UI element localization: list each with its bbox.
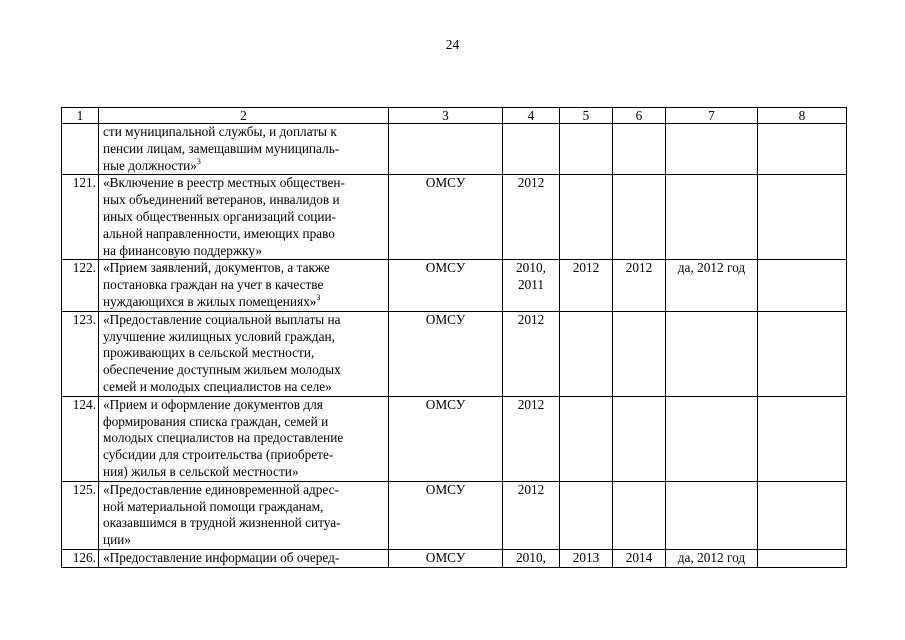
description-text: на финансовую поддержку» (103, 242, 263, 258)
description-text: «Прием заявлений, документов, а также (103, 260, 330, 276)
description-text: ные должности» (103, 157, 197, 173)
description-text: ных объединений ветеранов, инвалидов и (103, 192, 340, 208)
column-5-value (560, 175, 613, 260)
description-line (103, 379, 386, 396)
column-7-value: да, 2012 год (666, 549, 758, 567)
column-5-value: 2012 (560, 260, 613, 311)
column-8-value (758, 481, 847, 549)
table-row (62, 396, 847, 481)
years (503, 124, 560, 175)
description-line (103, 226, 386, 243)
description-text: «Предоставление единовременной адрес- (103, 481, 339, 497)
column-6-value (613, 396, 666, 481)
description-line (103, 515, 386, 532)
description-text: иных общественных организаций соции- (103, 208, 337, 224)
column-header: 4 (503, 108, 560, 124)
description-text: альной направленности, имеющих право (103, 225, 335, 241)
description-text: «Предоставление социальной выплаты на (103, 311, 341, 327)
service-description (99, 124, 389, 175)
column-6-value (613, 175, 666, 260)
footnote-marker: 3 (196, 156, 201, 166)
service-description (99, 481, 389, 549)
years (503, 549, 560, 567)
responsible-body (389, 124, 503, 175)
column-6-value (613, 124, 666, 175)
service-description (99, 549, 389, 567)
column-6-value: 2012 (613, 260, 666, 311)
description-text: постановка граждан на учет в качестве (103, 277, 324, 293)
description-text: ции» (103, 532, 131, 548)
description-text: оказавшимся в трудной жизненной ситуа- (103, 515, 341, 531)
footnote-marker: 3 (316, 292, 321, 302)
table-row (62, 175, 847, 260)
table-row (62, 260, 847, 311)
table-row (62, 124, 847, 175)
description-line (103, 482, 386, 499)
description-text: ния) жилья в сельской местности» (103, 463, 299, 479)
description-text: сти муниципальной службы, и доплаты к (103, 124, 337, 139)
description-line (103, 550, 386, 567)
description-line (103, 192, 386, 209)
column-8-value (758, 396, 847, 481)
column-header: 8 (758, 108, 847, 124)
table-row (62, 311, 847, 396)
year-value: 2012 (517, 481, 545, 497)
year-value: 2012 (517, 396, 545, 412)
description-line (103, 397, 386, 414)
description-line (103, 329, 386, 346)
description-line (103, 294, 386, 311)
column-header: 1 (62, 108, 99, 124)
description-line (103, 124, 386, 141)
description-line (103, 175, 386, 192)
column-7-value (666, 124, 758, 175)
responsible-body: ОМСУ (389, 175, 503, 260)
description-text: пенсии лицам, замещавшим муниципаль- (103, 140, 340, 156)
row-number (62, 124, 99, 175)
service-description (99, 396, 389, 481)
services-table (61, 107, 847, 568)
service-description (99, 260, 389, 311)
year-value: 2010, (516, 260, 546, 276)
years (503, 311, 560, 396)
column-5-value (560, 311, 613, 396)
description-line (103, 532, 386, 549)
description-line (103, 464, 386, 481)
description-text: молодых специалистов на предоставление (103, 430, 344, 446)
description-text: ной материальной помощи гражданам, (103, 498, 324, 514)
description-line (103, 430, 386, 447)
service-description (99, 311, 389, 396)
column-7-value: да, 2012 год (666, 260, 758, 311)
year-value: 2010, (516, 549, 546, 565)
table-header-row (62, 108, 847, 124)
description-line (103, 209, 386, 226)
description-line (103, 345, 386, 362)
column-8-value (758, 549, 847, 567)
description-text: «Прием и оформление документов для (103, 396, 323, 412)
table-row (62, 549, 847, 567)
responsible-body: ОМСУ (389, 481, 503, 549)
column-5-value (560, 124, 613, 175)
column-5-value: 2013 (560, 549, 613, 567)
column-header: 7 (666, 108, 758, 124)
years (503, 175, 560, 260)
description-text: проживающих в сельской местности, (103, 345, 315, 361)
column-6-value (613, 311, 666, 396)
responsible-body: ОМСУ (389, 396, 503, 481)
description-line (103, 243, 386, 260)
description-line (103, 260, 386, 277)
years (503, 260, 560, 311)
description-line (103, 158, 386, 175)
description-text: «Включение в реестр местных обществен- (103, 175, 345, 191)
column-7-value (666, 311, 758, 396)
row-number: 124. (62, 396, 99, 481)
column-header: 5 (560, 108, 613, 124)
column-header: 2 (99, 108, 389, 124)
column-header: 6 (613, 108, 666, 124)
responsible-body: ОМСУ (389, 260, 503, 311)
column-7-value (666, 396, 758, 481)
column-8-value (758, 175, 847, 260)
description-line (103, 362, 386, 379)
year-value: 2011 (517, 277, 545, 293)
description-text: нуждающихся в жилых помещениях» (103, 293, 317, 309)
row-number: 126. (62, 549, 99, 567)
year-value: 2012 (517, 311, 545, 327)
service-description (99, 175, 389, 260)
column-7-value (666, 481, 758, 549)
years (503, 396, 560, 481)
description-text: субсидии для строительства (приобрете- (103, 447, 334, 463)
column-5-value (560, 396, 613, 481)
column-8-value (758, 124, 847, 175)
column-8-value (758, 311, 847, 396)
description-text: обеспечение доступным жильем молодых (103, 362, 341, 378)
years (503, 481, 560, 549)
table-row (62, 481, 847, 549)
description-line (103, 447, 386, 464)
description-text: «Предоставление информации об очеред- (103, 549, 340, 565)
description-line (103, 141, 386, 158)
column-8-value (758, 260, 847, 311)
row-number: 122. (62, 260, 99, 311)
responsible-body: ОМСУ (389, 311, 503, 396)
page-number: 24 (445, 37, 460, 52)
description-line (103, 499, 386, 516)
column-7-value (666, 175, 758, 260)
description-text: улучшение жилищных условий граждан, (103, 328, 335, 344)
column-5-value (560, 481, 613, 549)
description-text: формирования списка граждан, семей и (103, 413, 329, 429)
year-value: 2012 (517, 175, 545, 191)
description-line (103, 414, 386, 431)
column-6-value: 2014 (613, 549, 666, 567)
column-6-value (613, 481, 666, 549)
responsible-body: ОМСУ (389, 549, 503, 567)
description-text: семей и молодых специалистов на селе» (103, 378, 332, 394)
row-number: 125. (62, 481, 99, 549)
column-header: 3 (389, 108, 503, 124)
row-number: 121. (62, 175, 99, 260)
description-line (103, 277, 386, 294)
description-line (103, 312, 386, 329)
row-number: 123. (62, 311, 99, 396)
